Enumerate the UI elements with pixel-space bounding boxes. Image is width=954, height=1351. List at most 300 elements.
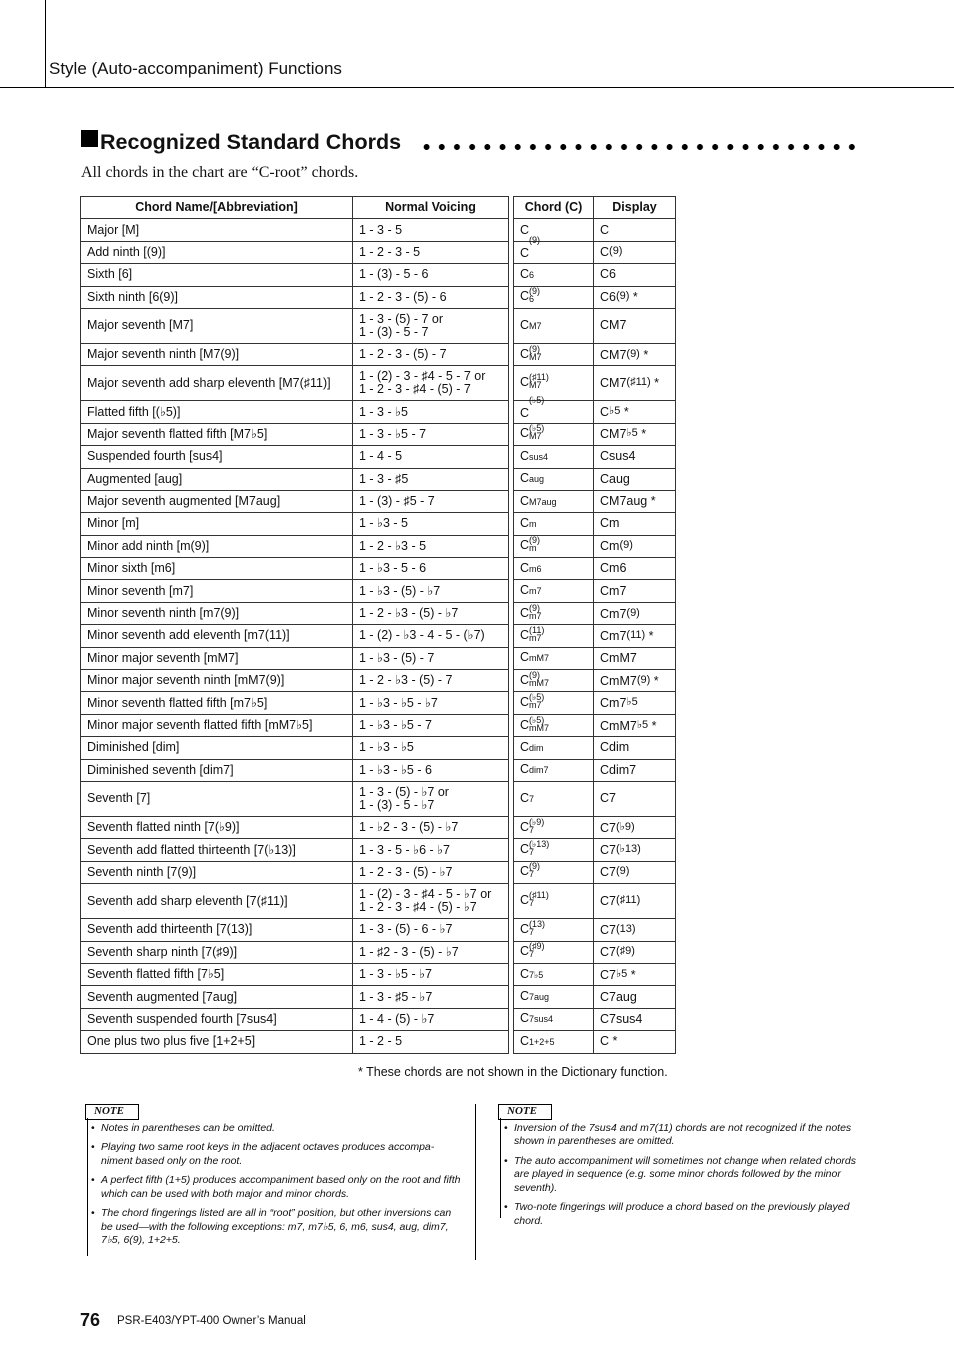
chord-upper: (13) <box>529 918 546 929</box>
voicing-cell: 1 - 3 - ♭5 <box>353 401 509 423</box>
table-row <box>514 286 676 308</box>
display-cell: CM7♭5 * <box>594 423 676 445</box>
display-cell: Cm7♭5 <box>594 692 676 714</box>
chord-symbol-cell: C7aug <box>514 986 594 1008</box>
chord-upper: (9) <box>529 861 541 872</box>
note-item: • The chord fingerings listed are all in “root” position, but other inversions can be used—with the following exceptions: m7, m7♭5, 6, m6, sus4, aug, dim7, 7♭5, 6(9), 1+2+5. <box>101 1207 461 1248</box>
header-rule-vertical <box>45 0 46 88</box>
chord-name-cell: Minor major seventh [mM7] <box>81 647 353 669</box>
heading-title: Recognized Standard Chords <box>100 130 402 154</box>
display-ext: ♭5 <box>626 427 638 440</box>
display-cell: C * <box>594 1031 676 1053</box>
table-row <box>81 839 509 861</box>
display-cell: C7♭5 * <box>594 963 676 985</box>
table-row <box>514 884 676 919</box>
chord-lower <box>529 404 532 413</box>
chord-symbol-cell: Caug <box>514 468 594 490</box>
chord-upper: (♯11) <box>529 890 549 901</box>
chord-symbol-cell: C1+2+5 <box>514 1031 594 1053</box>
chord-symbol-cell: C (♭9) 7 <box>514 816 594 838</box>
table-row <box>81 1008 509 1030</box>
chord-upper: (♯11) <box>529 372 549 383</box>
chord-symbol-cell: C (9) <box>514 241 594 263</box>
voicing-cell: 1 - 2 - 3 - (5) - ♭7 <box>353 861 509 883</box>
chord-upper: (9) <box>529 343 541 354</box>
table-row <box>81 535 509 557</box>
chord-name-cell: Augmented [aug] <box>81 468 353 490</box>
chord-name-cell: Minor seventh add eleventh [m7(11)] <box>81 625 353 647</box>
table-row <box>81 986 509 1008</box>
table-row <box>514 401 676 423</box>
table-row <box>514 986 676 1008</box>
chord-display-table <box>513 196 676 1054</box>
table-row <box>514 1031 676 1053</box>
chord-suffix: sus4 <box>529 451 549 462</box>
voicing-cell: 1 - 3 - ♭5 - ♭7 <box>353 963 509 985</box>
display-cell: CM7(♯11) * <box>594 366 676 401</box>
table-row <box>81 963 509 985</box>
chord-lower: m <box>529 543 537 554</box>
table-row <box>514 781 676 816</box>
chord-symbol-cell: C (♭5) m7 <box>514 692 594 714</box>
display-ext: ♭5 <box>636 718 649 731</box>
chord-name-cell: Minor [m] <box>81 513 353 535</box>
table-row <box>81 580 509 602</box>
voicing-cell: 1 - 4 - 5 <box>353 446 509 468</box>
chord-symbol-cell: C (9) mM7 <box>514 670 594 692</box>
table-row <box>514 446 676 468</box>
table-row <box>514 670 676 692</box>
chord-name-cell: Major seventh augmented [M7aug] <box>81 490 353 512</box>
chord-symbol-cell: C (11) m7 <box>514 625 594 647</box>
chord-lower: mM7 <box>529 677 550 688</box>
note-item: • A perfect fifth (1+5) produces accompaniment based only on the root and fifth which can be used with both major and minor chords. <box>101 1174 461 1201</box>
chord-symbol-cell: Cm6 <box>514 558 594 580</box>
column-divider <box>475 1104 476 1260</box>
display-cell: C7aug <box>594 986 676 1008</box>
table-row <box>81 286 509 308</box>
chord-stack <box>529 395 545 413</box>
chord-symbol-cell: C (♯11) M7 <box>514 366 594 401</box>
chord-symbol-cell: CM7aug <box>514 490 594 512</box>
chord-symbol-cell: C (♯9) 7 <box>514 941 594 963</box>
chord-name-cell: Minor seventh flatted fifth [m7♭5] <box>81 692 353 714</box>
chord-upper: (9) <box>529 669 541 680</box>
display-cell: C7(♭9) <box>594 816 676 838</box>
display-cell: C(9) <box>594 241 676 263</box>
chord-lower: 7 <box>529 824 535 835</box>
table-row <box>514 941 676 963</box>
voicing-cell: 1 - ♭3 - ♭5 - 6 <box>353 759 509 781</box>
chord-name-cell: Seventh suspended fourth [7sus4] <box>81 1008 353 1030</box>
voicing-cell: 1 - 3 - (5) - ♭7 or 1 - (3) - 5 - ♭7 <box>353 781 509 816</box>
display-ext: (9) <box>615 865 630 878</box>
chord-name-cell: Seventh sharp ninth [7(♯9)] <box>81 941 353 963</box>
chord-symbol-cell: C (9) m <box>514 535 594 557</box>
table-row <box>514 308 676 343</box>
chord-suffix: 7aug <box>529 992 550 1003</box>
display-cell: C7(9) <box>594 861 676 883</box>
chord-lower: 7 <box>529 926 535 937</box>
table-row <box>81 264 509 286</box>
table-row <box>81 446 509 468</box>
table-row <box>514 264 676 286</box>
chord-name-cell: Minor seventh ninth [m7(9)] <box>81 602 353 624</box>
chord-symbol-cell: C (9) 6 <box>514 286 594 308</box>
table-row <box>81 558 509 580</box>
table-row <box>81 919 509 941</box>
chord-symbol-cell: C7♭5 <box>514 963 594 985</box>
voicing-cell: 1 - (2) - 3 - ♯4 - 5 - ♭7 or 1 - 2 - 3 - ♯4 - (5) - ♭7 <box>353 884 509 919</box>
display-ext: (9) <box>626 606 640 619</box>
chord-suffix: m7 <box>529 586 542 597</box>
display-ext: (♯9) <box>615 945 635 958</box>
table-row <box>81 647 509 669</box>
table-row <box>514 535 676 557</box>
chord-symbol-cell: C (9) M7 <box>514 343 594 365</box>
chord-symbol-cell: C6 <box>514 264 594 286</box>
chord-symbol-cell: C (13) 7 <box>514 919 594 941</box>
voicing-cell: 1 - ♯2 - 3 - (5) - ♭7 <box>353 941 509 963</box>
chord-upper: (9) <box>529 535 541 546</box>
table-row <box>514 692 676 714</box>
table-row <box>514 737 676 759</box>
table-footnote: * These chords are not shown in the Dictionary function. <box>358 1065 668 1079</box>
voicing-cell: 1 - 2 - 3 - (5) - 6 <box>353 286 509 308</box>
voicing-cell: 1 - ♭3 - 5 <box>353 513 509 535</box>
voicing-cell: 1 - ♭3 - ♭5 - 7 <box>353 714 509 736</box>
section-title: Style (Auto-accompaniment) Functions <box>49 59 342 78</box>
chord-name-cell: Diminished [dim] <box>81 737 353 759</box>
chord-name-cell: Seventh flatted fifth [7♭5] <box>81 963 353 985</box>
table-row <box>81 714 509 736</box>
manual-title: PSR-E403/YPT-400 Owner’s Manual <box>117 1315 306 1327</box>
voicing-cell: 1 - 2 - ♭3 - 5 <box>353 535 509 557</box>
table-row <box>514 580 676 602</box>
note-item: • Two-note fingerings will produce a chord based on the previously played chord. <box>514 1201 874 1228</box>
display-ext: (9) <box>626 347 640 360</box>
table-row <box>81 884 509 919</box>
voicing-cell: 1 - (2) - 3 - ♯4 - 5 - 7 or 1 - 2 - 3 - ♯4 - (5) - 7 <box>353 366 509 401</box>
chord-name-cell: Seventh flatted ninth [7(♭9)] <box>81 816 353 838</box>
table-row <box>81 737 509 759</box>
table-row <box>81 1031 509 1053</box>
chord-suffix: 7♭5 <box>529 969 544 980</box>
table-row <box>514 919 676 941</box>
table-row <box>514 490 676 512</box>
table-row <box>81 781 509 816</box>
table-row <box>81 219 509 241</box>
display-ext: (♭13) <box>615 843 641 856</box>
display-cell: Cm(9) <box>594 535 676 557</box>
voicing-cell: 1 - 3 - (5) - 7 or 1 - (3) - 5 - 7 <box>353 308 509 343</box>
display-cell: C <box>594 219 676 241</box>
chord-symbol-cell: C (♯11) 7 <box>514 884 594 919</box>
chord-upper: (♭5) <box>529 714 545 725</box>
note-item: • The auto accompaniment will sometimes not change when related chords are played in sequence (e.g. some minor chords followed by the minor seventh). <box>514 1155 874 1196</box>
chord-upper: (11) <box>529 624 545 635</box>
chord-lower: M7 <box>529 431 542 442</box>
chord-suffix: 7sus4 <box>529 1014 554 1025</box>
display-ext: (13) <box>615 922 636 935</box>
display-cell: C7(♯11) <box>594 884 676 919</box>
chord-symbol-cell: C7sus4 <box>514 1008 594 1030</box>
display-cell: CmM7 <box>594 647 676 669</box>
note-rule <box>500 1118 501 1218</box>
table-row <box>81 670 509 692</box>
voicing-cell: 1 - 4 - (5) - ♭7 <box>353 1008 509 1030</box>
chord-upper: (♭9) <box>529 816 545 827</box>
heading-subtitle: All chords in the chart are “C-root” chords. <box>81 164 359 181</box>
chord-name-cell: Major seventh add sharp eleventh [M7(♯11)] <box>81 366 353 401</box>
chord-lower: 7 <box>529 847 535 858</box>
chord-suffix: dim7 <box>529 765 549 776</box>
chord-name-cell: Major [M] <box>81 219 353 241</box>
table-row <box>81 490 509 512</box>
chord-lower: 7 <box>529 869 535 880</box>
chord-symbol-cell: C (♭5) <box>514 401 594 423</box>
table-row <box>514 861 676 883</box>
chord-name-cell: Minor sixth [m6] <box>81 558 353 580</box>
voicing-cell: 1 - ♭2 - 3 - (5) - ♭7 <box>353 816 509 838</box>
chord-name-cell: Seventh add flatted thirteenth [7(♭13)] <box>81 839 353 861</box>
header-rule-horizontal <box>0 87 954 88</box>
table-row <box>514 816 676 838</box>
display-ext: (9) <box>619 539 633 552</box>
table-row <box>514 1008 676 1030</box>
chord-suffix: m6 <box>529 563 542 574</box>
voicing-cell: 1 - 2 - 5 <box>353 1031 509 1053</box>
table-row <box>81 308 509 343</box>
display-cell: C6(9) * <box>594 286 676 308</box>
display-cell: Cdim <box>594 737 676 759</box>
chord-symbol-cell: CmM7 <box>514 647 594 669</box>
chord-lower: M7 <box>529 380 542 391</box>
voicing-cell: 1 - 3 - 5 - ♭6 - ♭7 <box>353 839 509 861</box>
voicing-cell: 1 - (2) - ♭3 - 4 - 5 - (♭7) <box>353 625 509 647</box>
chord-name-cell: Sixth [6] <box>81 264 353 286</box>
chord-symbol-cell: Csus4 <box>514 446 594 468</box>
chord-name-cell: Suspended fourth [sus4] <box>81 446 353 468</box>
chord-lower <box>529 244 532 253</box>
note-item: • Inversion of the 7sus4 and m7(11) chords are not recognized if the notes shown in parentheses are omitted. <box>514 1122 874 1149</box>
note-item: • Notes in parentheses can be omitted. <box>101 1122 461 1136</box>
display-cell: Cm6 <box>594 558 676 580</box>
chord-name-cell: Seventh add thirteenth [7(13)] <box>81 919 353 941</box>
display-cell: C7(♭13) <box>594 839 676 861</box>
voicing-cell: 1 - 2 - 3 - (5) - 7 <box>353 343 509 365</box>
display-ext: (♭9) <box>615 820 635 833</box>
voicing-cell: 1 - 3 - ♯5 <box>353 468 509 490</box>
table-row <box>514 647 676 669</box>
chord-upper: (♭5) <box>529 395 545 406</box>
table-row <box>81 861 509 883</box>
chord-symbol-cell: CM7 <box>514 308 594 343</box>
voicing-cell: 1 - ♭3 - 5 - 6 <box>353 558 509 580</box>
chord-suffix: dim <box>529 742 544 753</box>
table-row <box>81 468 509 490</box>
chord-suffix: mM7 <box>529 653 550 664</box>
note-box-right <box>494 1104 874 1234</box>
display-cell: Caug <box>594 468 676 490</box>
page-number: 76 <box>80 1310 101 1330</box>
display-cell: C7 <box>594 781 676 816</box>
table-row <box>514 602 676 624</box>
display-ext: ♭5 <box>626 696 638 709</box>
display-cell: Cm7 <box>594 580 676 602</box>
display-cell: CM7 <box>594 308 676 343</box>
col-header-display: Display <box>594 197 676 219</box>
chord-symbol-cell: Cm <box>514 513 594 535</box>
table-row <box>81 241 509 263</box>
chord-name-cell: Sixth ninth [6(9)] <box>81 286 353 308</box>
display-ext: (9) <box>615 290 630 303</box>
display-cell: CM7(9) * <box>594 343 676 365</box>
chord-name-cell: Major seventh flatted fifth [M7♭5] <box>81 423 353 445</box>
chord-symbol-cell: Cdim7 <box>514 759 594 781</box>
chord-upper: (♭13) <box>529 839 550 850</box>
table-row <box>514 714 676 736</box>
display-cell: Cdim7 <box>594 759 676 781</box>
chord-symbol-cell: C (9) 7 <box>514 861 594 883</box>
col-header-chord-name: Chord Name/[Abbreviation] <box>81 197 353 219</box>
chord-symbol-cell: Cdim <box>514 737 594 759</box>
chord-name-cell: Minor seventh [m7] <box>81 580 353 602</box>
chord-name-cell: Minor major seventh ninth [mM7(9)] <box>81 670 353 692</box>
voicing-cell: 1 - (3) - 5 - 6 <box>353 264 509 286</box>
voicing-cell: 1 - 3 - (5) - 6 - ♭7 <box>353 919 509 941</box>
voicing-cell: 1 - 3 - 5 <box>353 219 509 241</box>
table-row <box>81 343 509 365</box>
voicing-cell: 1 - ♭3 - ♭5 <box>353 737 509 759</box>
table-row <box>81 513 509 535</box>
display-ext: (9) <box>609 245 623 258</box>
chord-symbol-cell: C <box>514 219 594 241</box>
chord-suffix: 6 <box>529 269 535 280</box>
table-row <box>81 401 509 423</box>
chord-upper: (9) <box>529 602 541 613</box>
chord-symbol-cell: C (♭5) M7 <box>514 423 594 445</box>
chord-upper: (♭5) <box>529 423 545 434</box>
chord-name-cell: Major seventh [M7] <box>81 308 353 343</box>
chord-name-cell: Seventh augmented [7aug] <box>81 986 353 1008</box>
table-row <box>514 241 676 263</box>
chord-upper: (9) <box>529 235 541 246</box>
display-ext: (♯11) <box>615 894 641 907</box>
page-heading <box>81 130 871 160</box>
chord-lower: M7 <box>529 351 542 362</box>
note-badge: NOTE <box>498 1104 552 1120</box>
display-cell: C7sus4 <box>594 1008 676 1030</box>
table-row <box>81 423 509 445</box>
table-row <box>514 625 676 647</box>
voicing-cell: 1 - (3) - ♯5 - 7 <box>353 490 509 512</box>
chord-name-cell: Minor major seventh flatted fifth [mM7♭5] <box>81 714 353 736</box>
table-row <box>514 513 676 535</box>
chord-suffix: M7aug <box>529 496 557 507</box>
display-cell: C6 <box>594 264 676 286</box>
chord-lower: 7 <box>529 949 535 960</box>
chord-name-cell: Minor add ninth [m(9)] <box>81 535 353 557</box>
display-cell: CmM7(9) * <box>594 670 676 692</box>
note-box-left <box>81 1104 461 1254</box>
chord-name-cell: Seventh add sharp eleventh [7(♯11)] <box>81 884 353 919</box>
chord-lower: 7 <box>529 898 535 909</box>
display-ext: (9) <box>636 673 651 686</box>
voicing-cell: 1 - 2 - ♭3 - (5) - ♭7 <box>353 602 509 624</box>
display-cell: CmM7♭5 * <box>594 714 676 736</box>
voicing-cell: 1 - 3 - ♯5 - ♭7 <box>353 986 509 1008</box>
chord-symbol-cell: C (♭13) 7 <box>514 839 594 861</box>
col-header-chord: Chord (C) <box>514 197 594 219</box>
chord-upper: (♭5) <box>529 692 545 703</box>
display-ext: ♭5 <box>615 967 628 980</box>
voicing-cell: 1 - ♭3 - (5) - 7 <box>353 647 509 669</box>
chord-names-table <box>80 196 509 1054</box>
display-cell: Cm7(11) * <box>594 625 676 647</box>
chord-symbol-cell: C7 <box>514 781 594 816</box>
chord-lower: mM7 <box>529 722 550 733</box>
chord-upper: (♯9) <box>529 941 545 952</box>
chord-symbol-cell: Cm7 <box>514 580 594 602</box>
chord-lower: m7 <box>529 610 542 621</box>
display-ext: (♯11) <box>626 376 651 389</box>
voicing-cell: 1 - ♭3 - ♭5 - ♭7 <box>353 692 509 714</box>
voicing-cell: 1 - 3 - ♭5 - 7 <box>353 423 509 445</box>
chord-name-cell: Flatted fifth [(♭5)] <box>81 401 353 423</box>
dotted-leader <box>419 143 859 151</box>
square-bullet-icon <box>81 130 98 147</box>
note-item: • Playing two same root keys in the adjacent octaves produces accompa-niment based only on the root. <box>101 1141 461 1168</box>
table-row <box>514 343 676 365</box>
chord-name-cell: Seventh ninth [7(9)] <box>81 861 353 883</box>
display-cell: Csus4 <box>594 446 676 468</box>
table-row <box>514 558 676 580</box>
table-row <box>514 963 676 985</box>
note-rule <box>87 1118 88 1256</box>
voicing-cell: 1 - 2 - 3 - 5 <box>353 241 509 263</box>
chord-suffix: 1+2+5 <box>529 1036 555 1047</box>
table-row <box>514 423 676 445</box>
chord-symbol-cell: C (9) m7 <box>514 602 594 624</box>
display-cell: Cm <box>594 513 676 535</box>
display-ext: ♭5 <box>609 405 621 418</box>
display-ext: (11) <box>626 628 646 641</box>
display-cell: Cm7(9) <box>594 602 676 624</box>
table-row <box>514 759 676 781</box>
voicing-cell: 1 - ♭3 - (5) - ♭7 <box>353 580 509 602</box>
voicing-cell: 1 - 2 - ♭3 - (5) - 7 <box>353 670 509 692</box>
display-cell: C♭5 * <box>594 401 676 423</box>
table-row <box>514 468 676 490</box>
display-cell: C7(♯9) <box>594 941 676 963</box>
display-cell: C7(13) <box>594 919 676 941</box>
table-row <box>81 816 509 838</box>
chord-suffix: m <box>529 518 537 529</box>
chord-suffix: 7 <box>529 793 535 804</box>
chord-lower: 6 <box>529 294 535 305</box>
chord-suffix: aug <box>529 474 545 485</box>
chord-symbol-cell: C (♭5) mM7 <box>514 714 594 736</box>
table-row <box>81 625 509 647</box>
table-row <box>81 759 509 781</box>
chord-stack <box>529 235 541 253</box>
chord-name-cell: Diminished seventh [dim7] <box>81 759 353 781</box>
chord-name-cell: Add ninth [(9)] <box>81 241 353 263</box>
table-row <box>514 839 676 861</box>
table-row <box>81 602 509 624</box>
display-cell: CM7aug * <box>594 490 676 512</box>
